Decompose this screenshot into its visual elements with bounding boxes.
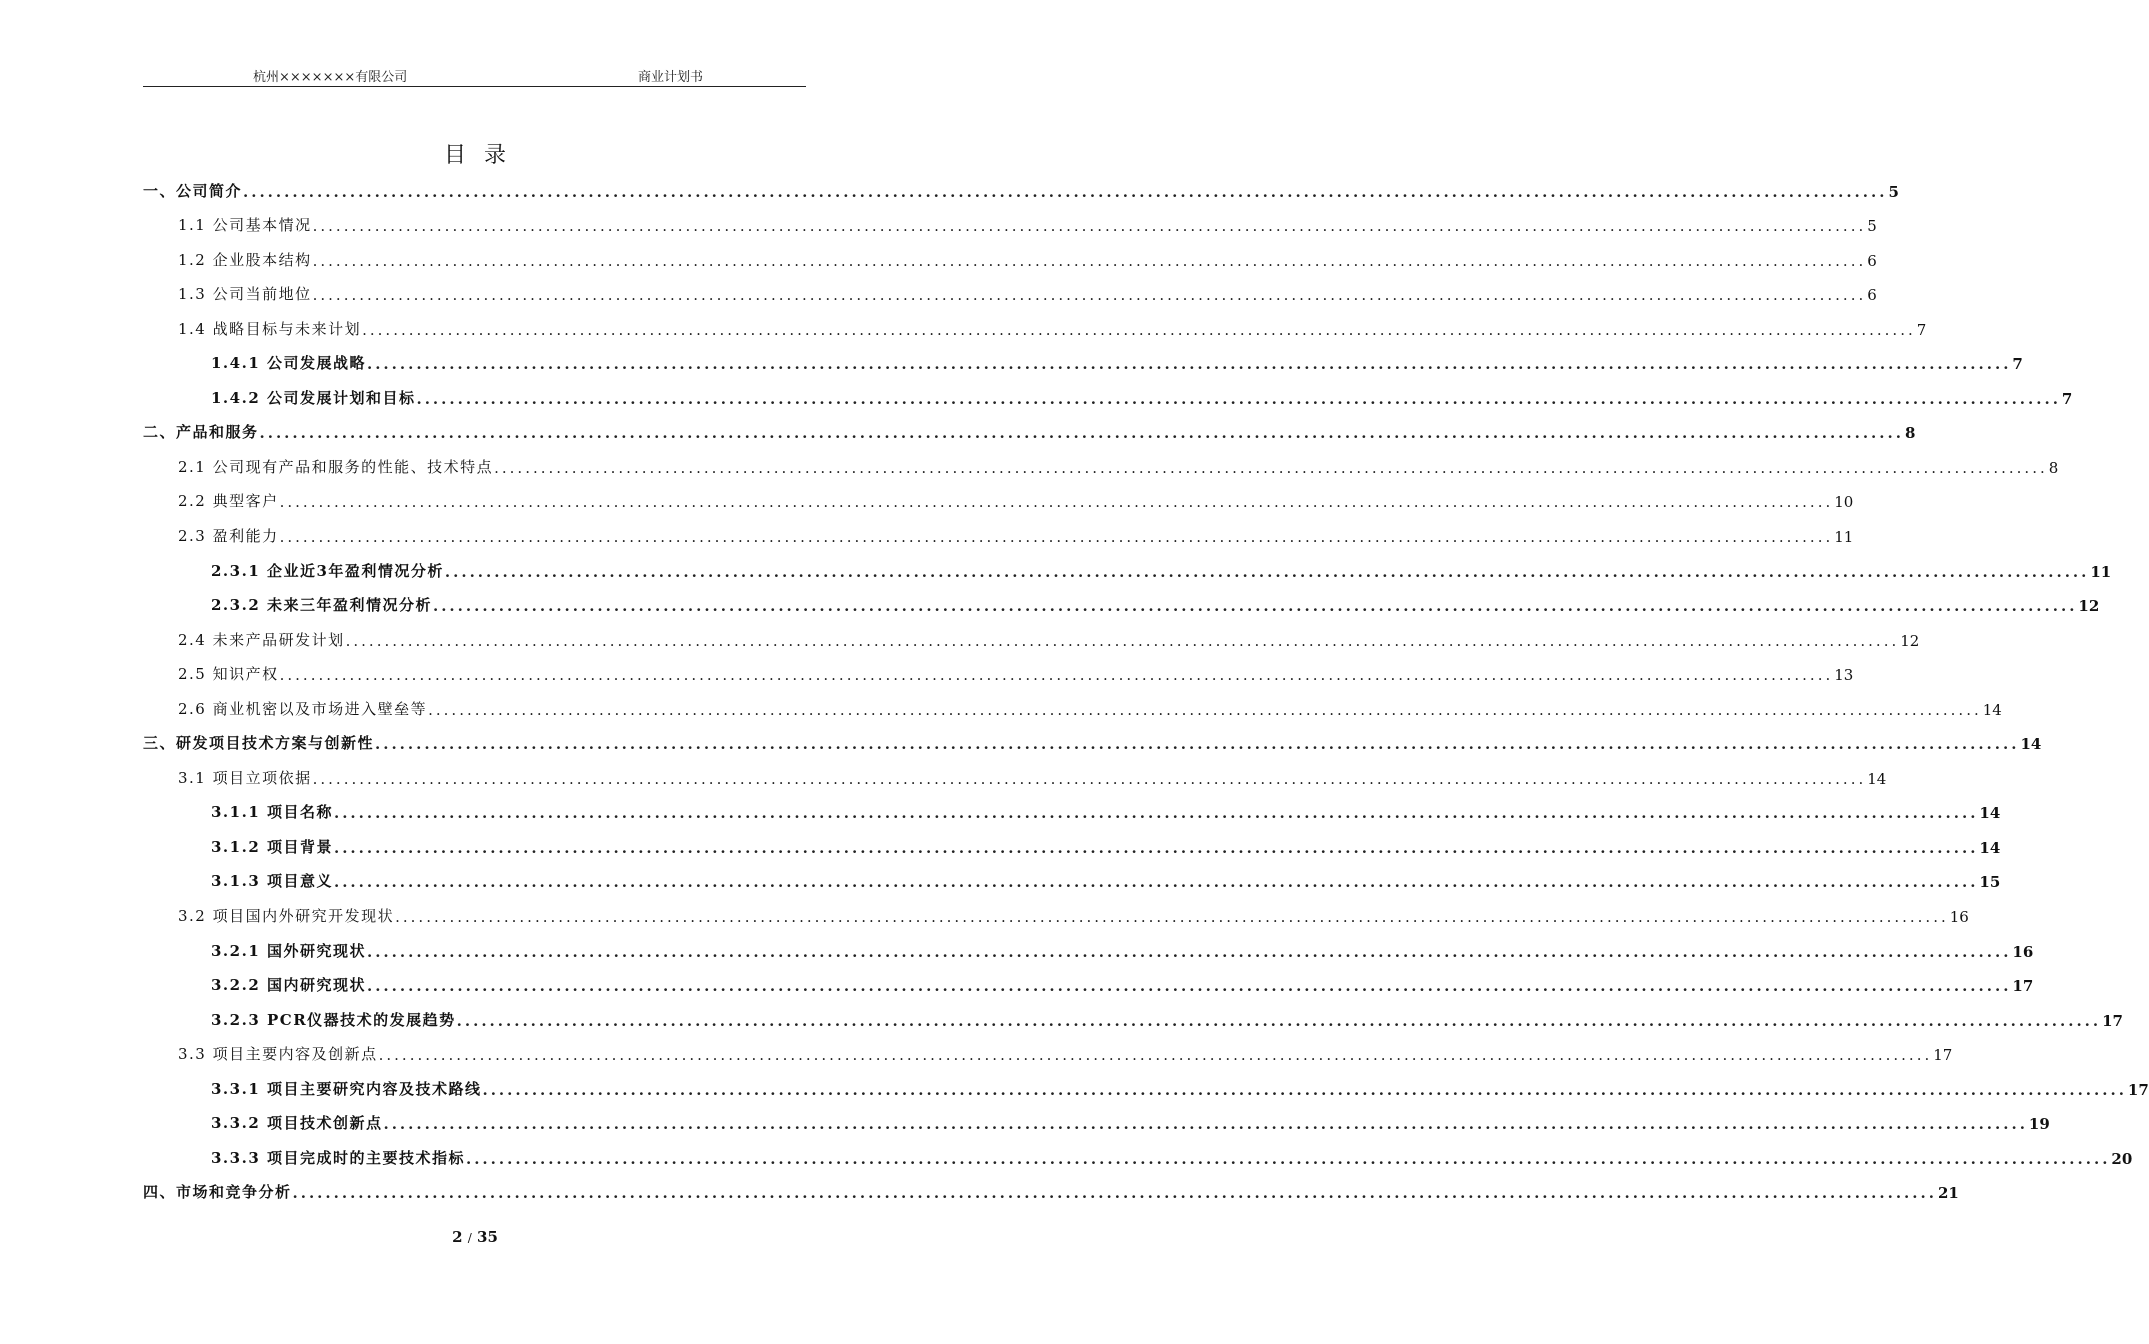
toc-entry-page: 17 (2012, 977, 2034, 996)
toc-entry-page: 17 (2127, 1080, 2149, 1099)
toc-entry-text: 3.3.1 项目主要研究内容及技术路线 (211, 1079, 482, 1098)
toc-leader-dots: ........................................................................................................................................................................................................ (366, 942, 2012, 961)
toc-entry[interactable] (143, 684, 2002, 719)
toc-entry-text: 2.6 商业机密以及市场进入壁垒等 (178, 699, 428, 718)
toc-entry-text: 3.2 项目国内外研究开发现状 (178, 907, 395, 926)
toc-entry[interactable] (143, 511, 1854, 547)
toc-title: 目录 (443, 143, 524, 168)
toc-entry[interactable] (143, 719, 2042, 754)
toc-entry-page: 7 (2061, 389, 2073, 408)
current-page: 2 (452, 1228, 463, 1246)
toc-entry-text: 四、市场和竞争分析 (143, 1183, 292, 1202)
toc-leader-dots: ........................................................................................................................................................................................................ (312, 217, 1867, 236)
toc-entry-text: 3.2.2 国内研究现状 (211, 976, 366, 995)
toc-entry[interactable] (143, 650, 1854, 685)
toc-entry-text: 1.4.1 公司发展战略 (211, 354, 366, 373)
toc-entry[interactable] (143, 373, 2073, 408)
toc-leader-dots: ........................................................................................................................................................................................................ (279, 528, 1834, 547)
table-of-contents (143, 166, 2149, 1203)
toc-leader-dots: ........................................................................................................................................................................................................ (312, 769, 1867, 788)
page-header (143, 64, 806, 87)
toc-entry-text: 2.3.1 企业近3年盈利情况分析 (211, 561, 444, 580)
toc-entry-page: 17 (2102, 1011, 2123, 1030)
toc-entry-text: 3.1.3 项目意义 (211, 872, 333, 891)
toc-entry-text: 1.2 企业股本结构 (178, 250, 312, 269)
toc-entry[interactable] (143, 408, 1916, 443)
toc-entry-page: 7 (1916, 320, 1927, 339)
toc-entry-text: 3.1 项目立项依据 (178, 768, 312, 787)
toc-entry-text: 3.1.2 项目背景 (211, 837, 333, 856)
toc-entry[interactable] (143, 1099, 2050, 1134)
toc-leader-dots: ........................................................................................................................................................................................................ (312, 251, 1867, 270)
toc-leader-dots: ........................................................................................................................................................................................................ (465, 1149, 2111, 1168)
toc-leader-dots: ........................................................................................................................................................................................................ (383, 1115, 2028, 1134)
toc-entry-page: 12 (2078, 597, 2100, 616)
toc-entry-page: 8 (2048, 458, 2059, 477)
toc-leader-dots: ........................................................................................................................................................................................................ (259, 424, 1904, 443)
toc-leader-dots: ........................................................................................................................................................................................................ (243, 182, 1888, 201)
page-number (0, 1228, 950, 1246)
toc-entry[interactable] (143, 822, 2001, 857)
toc-entry-text: 3.3.3 项目完成时的主要技术指标 (211, 1148, 465, 1167)
toc-leader-dots: ........................................................................................................................................................................................................ (279, 666, 1834, 685)
toc-entry-text: 3.1.1 项目名称 (211, 803, 333, 822)
toc-entry-text: 2.5 知识产权 (178, 665, 279, 684)
toc-entry-page: 8 (1904, 424, 1916, 443)
toc-entry-text: 2.1 公司现有产品和服务的性能、技术特点 (178, 457, 494, 476)
toc-leader-dots: ........................................................................................................................................................................................................ (378, 1046, 1933, 1065)
toc-entry-page: 7 (2012, 355, 2023, 374)
toc-leader-dots: ........................................................................................................................................................................................................ (494, 458, 2048, 477)
toc-entry-page: 16 (2012, 942, 2034, 961)
toc-entry-text: 1.4.2 公司发展计划和目标 (211, 388, 416, 407)
toc-entry-text: 3.3.2 项目技术创新点 (211, 1114, 383, 1133)
toc-entry-page: 6 (1867, 286, 1877, 305)
toc-leader-dots: ........................................................................................................................................................................................................ (428, 700, 1982, 719)
toc-entry-page: 5 (1867, 217, 1877, 236)
toc-leader-dots: ........................................................................................................................................................................................................ (482, 1080, 2127, 1099)
toc-entry-text: 2.3 盈利能力 (178, 527, 279, 546)
toc-entry[interactable] (143, 961, 2034, 996)
toc-entry-text: 一、公司简介 (143, 181, 243, 200)
toc-leader-dots: ........................................................................................................................................................................................................ (432, 597, 2078, 616)
toc-entry[interactable] (143, 339, 2023, 374)
toc-entry-page: 10 (1834, 493, 1854, 512)
toc-leader-dots: ........................................................................................................................................................................................................ (345, 631, 1900, 650)
toc-entry-text: 2.4 未来产品研发计划 (178, 630, 345, 649)
toc-entry[interactable] (143, 166, 1899, 201)
toc-entry[interactable] (143, 546, 2112, 581)
toc-leader-dots: ........................................................................................................................................................................................................ (395, 908, 1949, 927)
toc-entry[interactable] (143, 477, 1854, 512)
toc-entry-page: 6 (1867, 251, 1877, 270)
toc-entry-page: 15 (1979, 873, 2001, 892)
page-separator: / (467, 1231, 472, 1245)
toc-entry-text: 1.3 公司当前地位 (178, 285, 312, 304)
toc-leader-dots: ........................................................................................................................................................................................................ (416, 389, 2061, 408)
toc-entry-text: 3.2.3 PCR仪器技术的发展趋势 (211, 1010, 456, 1029)
toc-entry[interactable] (143, 1168, 1959, 1203)
toc-leader-dots: ........................................................................................................................................................................................................ (375, 735, 2020, 754)
toc-leader-dots: ........................................................................................................................................................................................................ (366, 977, 2012, 996)
toc-entry[interactable] (143, 201, 1877, 236)
toc-leader-dots: ........................................................................................................................................................................................................ (333, 873, 1979, 892)
toc-entry-page: 5 (1888, 182, 1899, 201)
toc-entry-text: 二、产品和服务 (143, 423, 259, 442)
toc-entry[interactable] (143, 857, 2001, 892)
toc-entry[interactable] (143, 1064, 2149, 1099)
toc-leader-dots: ........................................................................................................................................................................................................ (366, 355, 2012, 374)
toc-entry-page: 20 (2111, 1149, 2133, 1168)
toc-entry-page: 14 (1979, 804, 2001, 823)
toc-leader-dots: ........................................................................................................................................................................................................ (312, 286, 1867, 305)
toc-entry-text: 1.1 公司基本情况 (178, 216, 312, 235)
toc-entry-page: 19 (2028, 1115, 2050, 1134)
toc-entry-page: 14 (1979, 838, 2001, 857)
toc-entry[interactable] (143, 270, 1877, 305)
toc-entry[interactable] (143, 926, 2034, 961)
header-doc-type: 商业计划书 (638, 70, 704, 85)
toc-leader-dots: ........................................................................................................................................................................................................ (456, 1011, 2102, 1030)
toc-entry-page: 14 (1867, 769, 1887, 788)
toc-entry-text: 1.4 战略目标与未来计划 (178, 319, 362, 338)
toc-entry-page: 21 (1937, 1184, 1959, 1203)
toc-entry-page: 12 (1900, 631, 1920, 650)
toc-leader-dots: ........................................................................................................................................................................................................ (333, 838, 1979, 857)
toc-entry[interactable] (143, 995, 2123, 1030)
toc-entry-text: 2.3.2 未来三年盈利情况分析 (211, 596, 432, 615)
toc-entry-page: 14 (1982, 700, 2002, 719)
toc-leader-dots: ........................................................................................................................................................................................................ (333, 804, 1979, 823)
toc-leader-dots: ........................................................................................................................................................................................................ (444, 562, 2090, 581)
toc-entry[interactable] (143, 753, 1887, 788)
total-pages: 35 (477, 1228, 498, 1246)
toc-leader-dots: ........................................................................................................................................................................................................ (292, 1184, 1937, 1203)
toc-entry[interactable] (143, 1030, 1953, 1065)
toc-entry-text: 3.2.1 国外研究现状 (211, 941, 366, 960)
toc-entry[interactable] (143, 891, 1969, 927)
toc-entry-page: 16 (1949, 908, 1969, 927)
toc-entry-text: 2.2 典型客户 (178, 492, 279, 511)
toc-entry-page: 11 (2090, 562, 2112, 581)
toc-entry-page: 14 (2020, 735, 2042, 754)
toc-leader-dots: ........................................................................................................................................................................................................ (362, 320, 1916, 339)
toc-entry-text: 三、研发项目技术方案与创新性 (143, 734, 375, 753)
toc-entry-text: 3.3 项目主要内容及创新点 (178, 1045, 378, 1064)
toc-entry[interactable] (143, 1133, 2133, 1168)
toc-entry[interactable] (143, 304, 1927, 339)
header-company: 杭州×××××××有限公司 (253, 70, 408, 85)
toc-entry[interactable] (143, 235, 1877, 270)
toc-entry[interactable] (143, 615, 1920, 650)
toc-leader-dots: ........................................................................................................................................................................................................ (279, 493, 1834, 512)
toc-entry-page: 17 (1933, 1046, 1953, 1065)
toc-entry-page: 11 (1834, 528, 1854, 547)
toc-entry[interactable] (143, 442, 2059, 477)
toc-entry[interactable] (143, 581, 2100, 616)
toc-entry-page: 13 (1834, 666, 1854, 685)
toc-entry[interactable] (143, 788, 2001, 823)
